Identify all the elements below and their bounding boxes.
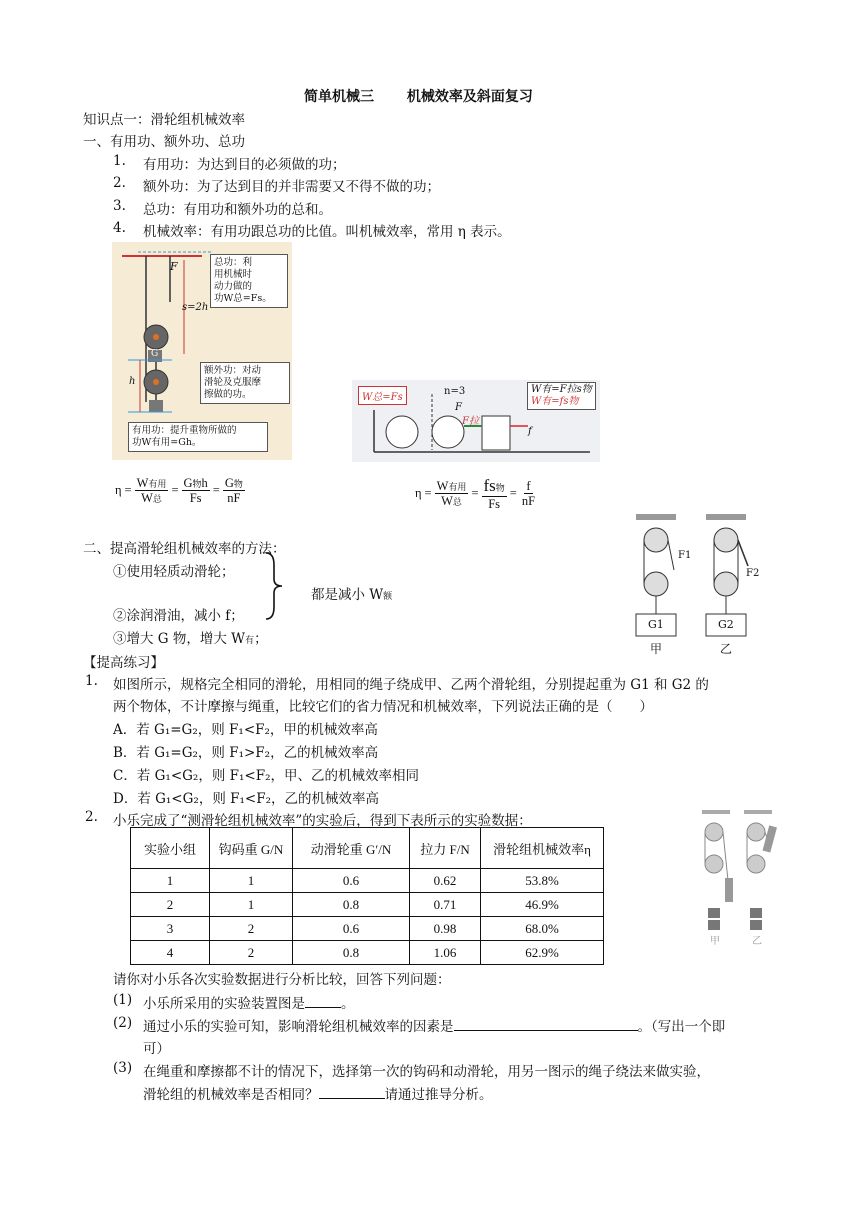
sub-question (143, 1083, 493, 1103)
caption-yi: 乙 (752, 936, 762, 947)
method-item: ①使用轻质动滑轮； (113, 564, 235, 580)
denominator: nF (521, 493, 536, 508)
question-stem: 小乐完成了“测滑轮组机械效率”的实验后，得到下表所示的实验数据： (113, 813, 532, 829)
answer-blank[interactable] (454, 1030, 638, 1031)
table-cell: 0.6 (293, 917, 410, 941)
table-header: 动滑轮重 G′/N (293, 828, 410, 869)
question-number: 2. (85, 809, 98, 825)
answer-blank[interactable] (319, 1098, 385, 1099)
horizontal-pulley-figure (352, 380, 600, 462)
useful-work-box (527, 382, 596, 410)
callout-line: 用机械时 (214, 269, 253, 280)
callout-line: 总功：利 (214, 257, 253, 268)
answer-blank[interactable] (305, 1007, 341, 1008)
subscript: 物 (233, 479, 243, 489)
sub-question (143, 992, 355, 1012)
sub-question-continued: 可） (143, 1041, 170, 1057)
equals-sign: = (171, 483, 179, 498)
table-cell: 2 (210, 917, 293, 941)
table-cell: 0.8 (293, 941, 410, 965)
sub-question-number: (3) (113, 1060, 133, 1076)
answer-option-c: C．若 G₁<G₂，则 F₁<F₂，甲、乙的机械效率相同 (113, 768, 419, 784)
table-row (131, 893, 604, 917)
callout-line: 功W有用=Gh。 (132, 437, 202, 448)
answer-option-b: B．若 G₁=G₂，则 F₁>F₂，乙的机械效率高 (113, 745, 379, 761)
table-row (131, 869, 604, 893)
callout-line: 额外功：对动 (204, 365, 262, 376)
table-cell: 1 (210, 869, 293, 893)
equals-sign: = (212, 483, 220, 498)
table-row (131, 917, 604, 941)
force-label: F (170, 260, 178, 273)
friction-label: f (528, 426, 532, 437)
table-header: 拉力 F/N (410, 828, 481, 869)
numerator: W (136, 476, 149, 490)
punctuation: 。 (341, 996, 355, 1012)
subscript: 总 (152, 494, 162, 505)
def-number: 4. (113, 220, 126, 236)
pull-force-label: F拉 (462, 416, 479, 427)
fraction-gh (182, 476, 210, 506)
numerator: f (526, 478, 531, 493)
force-label: F (455, 402, 462, 413)
efficiency-formula-vertical (115, 476, 245, 506)
sub-question-text: 滑轮组的机械效率是否相同？ (143, 1087, 319, 1103)
table-header: 钩码重 G/N (210, 828, 293, 869)
total-work-callout (210, 254, 288, 308)
method-item: ②涂润滑油，减小 f； (113, 608, 244, 624)
answer-option-a: A．若 G₁=G₂，则 F₁<F₂，甲的机械效率高 (113, 722, 378, 738)
def-number: 2. (113, 175, 126, 191)
table-cell: 0.6 (293, 869, 410, 893)
apparatus-diagram (694, 808, 784, 948)
callout-line: 滑轮及克服摩 (204, 377, 262, 388)
caption-jia: 甲 (710, 936, 720, 947)
table-cell: 0.8 (293, 893, 410, 917)
def-number: 3. (113, 198, 126, 214)
force-f2-label: F2 (746, 568, 760, 579)
def-text: 总功：有用功和额外功的总和。 (143, 202, 332, 218)
denominator: nF (227, 491, 241, 506)
extra-work-callout (200, 362, 290, 404)
sub-question-text: 通过小乐的实验可知，影响滑轮组机械效率的因素是 (143, 1019, 454, 1035)
table-cell: 2 (131, 893, 210, 917)
subscript: 物 (192, 479, 202, 489)
question-stem: 两个物体，不计摩擦与绳重，比较它们的省力情况和机械效率，下列说法正确的是（ ） (113, 699, 653, 715)
question-number: 1. (85, 673, 98, 689)
sub-question-tail: 。（写出一个即 (637, 1019, 726, 1035)
fraction-g-nf (223, 476, 245, 506)
practice-heading: 【提高练习】 (83, 655, 164, 671)
equals-sign: = (124, 483, 132, 498)
method-item (113, 627, 268, 647)
sub-question-text: 小乐所采用的实验装置图是 (143, 996, 305, 1012)
subscript: 物 (495, 483, 505, 493)
numerator: W (436, 478, 449, 493)
pulley-comparison-figure (624, 510, 784, 660)
table-row (131, 941, 604, 965)
equals-sign: = (424, 485, 432, 500)
brace-note-text: 都是减小 W (311, 587, 384, 603)
force-f1-label: F1 (678, 550, 692, 561)
fraction-work (435, 479, 469, 509)
rope-count-label: n=3 (444, 386, 466, 397)
denominator: W (441, 493, 453, 508)
subscript: 有用 (148, 479, 167, 489)
callout-line: 动力做的 (214, 281, 253, 292)
table-cell: 0.71 (410, 893, 481, 917)
denominator: Fs (488, 496, 501, 511)
pulley-comparison-diagram (624, 510, 784, 660)
table-cell: 0.98 (410, 917, 481, 941)
numerator-h: h (201, 476, 208, 490)
table-cell: 0.62 (410, 869, 481, 893)
caption-jia: 甲 (650, 642, 663, 656)
section-heading-2: 二、提高滑轮组机械效率的方法： (83, 541, 286, 557)
table-cell: 1 (210, 893, 293, 917)
fraction-fs (482, 476, 507, 511)
numerator: G (183, 476, 193, 490)
table-cell: 68.0% (481, 917, 604, 941)
table-cell: 53.8% (481, 869, 604, 893)
useful-work-callout (128, 422, 268, 452)
knowledge-point-heading: 知识点一：滑轮组机械效率 (83, 112, 245, 128)
denominator: W (141, 491, 153, 506)
method-suffix: ； (254, 631, 268, 647)
method-text: ③增大 G 物，增大 W (113, 631, 246, 647)
def-text: 额外功：为了达到目的并非需要又不得不做的功； (143, 179, 440, 195)
total-work-box: W总=Fs (358, 386, 407, 405)
callout-line: 擦做的功。 (204, 389, 252, 400)
table-header-row (131, 828, 604, 869)
callout-line: 功W总=Fs。 (214, 293, 272, 304)
sub-question-tail: 请通过推导分析。 (384, 1087, 493, 1103)
height-label: h (129, 376, 136, 387)
caption-yi: 乙 (720, 642, 733, 656)
subscript: 总 (452, 496, 462, 507)
experiment-table (130, 827, 604, 965)
denominator: Fs (189, 491, 202, 506)
def-text: 有用功：为达到目的必须做的功； (143, 157, 346, 173)
subscript: 有 (245, 636, 255, 646)
table-cell: 1.06 (410, 941, 481, 965)
table-cell: 3 (131, 917, 210, 941)
eta-symbol: η (415, 485, 422, 500)
table-cell: 1 (131, 869, 210, 893)
numerator: G (224, 476, 234, 490)
subscript: 有用 (448, 481, 467, 492)
eta-symbol: η (115, 483, 122, 498)
section-heading-1: 一、有用功、额外功、总功 (83, 134, 245, 150)
table-header: 实验小组 (131, 828, 210, 869)
table-cell: 62.9% (481, 941, 604, 965)
fraction-work (135, 476, 169, 506)
weight-g2-label: G2 (718, 618, 734, 631)
table-cell: 46.9% (481, 893, 604, 917)
sub-question-number: (1) (113, 992, 133, 1008)
weight-g1-label: G1 (648, 618, 664, 631)
table-cell: 4 (131, 941, 210, 965)
callout-line: 有用功：提升重物所做的 (132, 425, 237, 436)
answer-option-d: D．若 G₁<G₂，则 F₁<F₂，乙的机械效率高 (113, 791, 379, 807)
numerator: fs (483, 476, 496, 495)
table-cell: 2 (210, 941, 293, 965)
box-line: W有=fs物 (531, 396, 579, 407)
sub-question-number: (2) (113, 1015, 133, 1031)
def-text: 机械效率：有用功跟总功的比值。叫机械效率，常用 η 表示。 (143, 224, 511, 240)
weight-label: G (151, 349, 159, 359)
fraction-f-nf (520, 479, 537, 509)
table-header: 滑轮组机械效率η (481, 828, 604, 869)
apparatus-figure (694, 808, 784, 948)
equals-sign: = (509, 485, 517, 500)
sub-question-text: 在绳重和摩擦都不计的情况下，选择第一次的钩码和动滑轮，用另一图示的绳子绕法来做实验， (143, 1064, 710, 1080)
equals-sign: = (471, 485, 479, 500)
def-number: 1. (113, 153, 126, 169)
question-stem: 如图所示，规格完全相同的滑轮，用相同的绳子绕成甲、乙两个滑轮组，分别提起重为 G1 和 G2 的 (113, 677, 709, 693)
efficiency-formula-horizontal (415, 476, 537, 511)
pulley-work-figure (112, 242, 292, 460)
sub-question (143, 1015, 725, 1035)
question-instruction: 请你对小乐各次实验数据进行分析比较，回答下列问题： (113, 972, 451, 988)
brace-icon (264, 551, 288, 621)
brace-note (311, 583, 392, 603)
distance-label: s=2h (182, 302, 209, 313)
box-line: W有=F拉s物 (531, 384, 592, 395)
page-title: 简单机械三 机械效率及斜面复习 (304, 89, 533, 105)
subscript: 额 (383, 592, 393, 602)
